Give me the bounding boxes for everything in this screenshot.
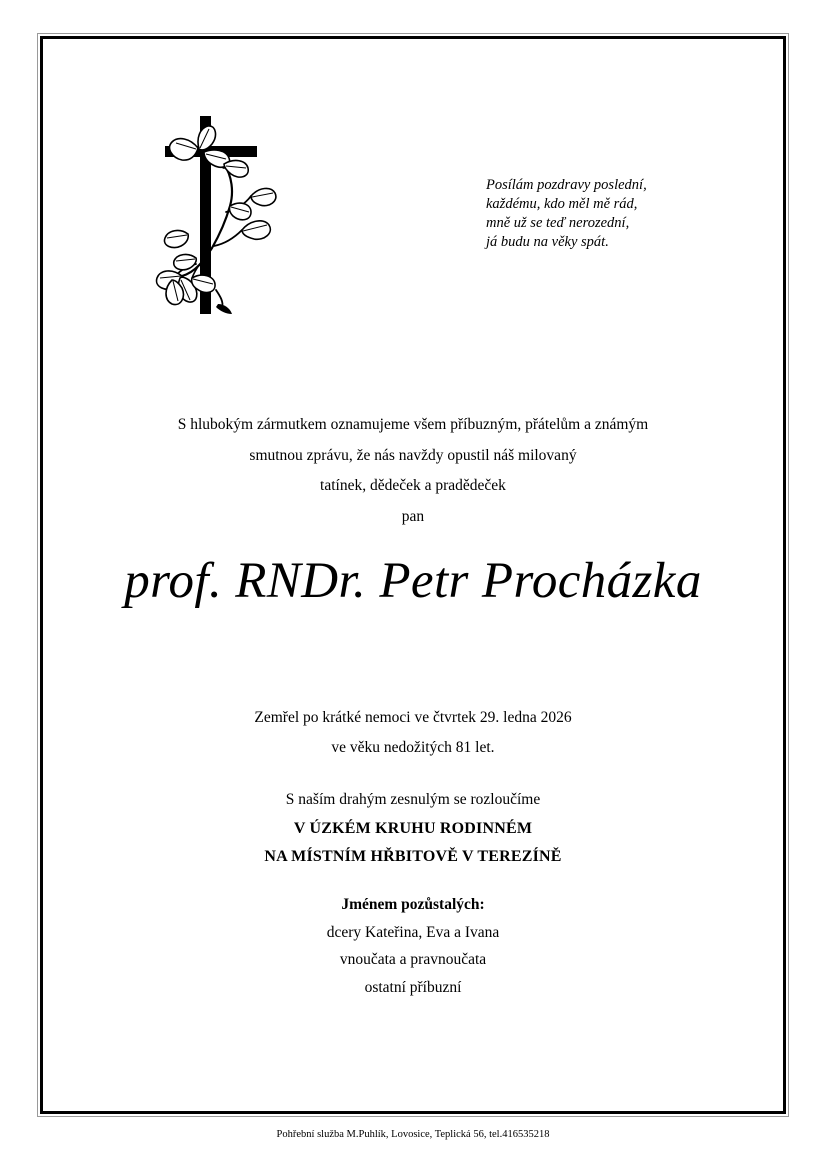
death-date-line: Zemřel po krátké nemoci ve čtvrtek 29. ledna 2026 — [254, 709, 572, 726]
announcement-text — [41, 410, 785, 532]
deceased-name-block — [41, 551, 785, 611]
announcement-line: S hlubokým zármutkem oznamujeme všem příbuzným, přátelům a známým — [177, 416, 649, 433]
farewell-place: NA MÍSTNÍM HŘBITOVĚ V TEREZÍNĚ — [264, 848, 562, 865]
cross-with-ivy-icon — [152, 108, 278, 322]
survivors-heading: Jménem pozůstalých: — [341, 896, 485, 913]
survivors-line: vnoučata a pravnoučata — [339, 951, 487, 968]
survivors-block — [41, 891, 785, 1001]
farewell-intro: S naším drahým zesnulým se rozloučíme — [285, 791, 541, 808]
announcement-line: smutnou zprávu, že nás navždy opustil náš milovaný — [249, 446, 577, 464]
funeral-service-footer: Pohřební služba M.Puhlík, Lovosice, Teplická 56, tel.416535218 — [276, 1129, 550, 1140]
announcement-line: tatínek, dědeček a pradědeček — [320, 477, 506, 494]
verse-line: každému, kdo měl mě rád, — [486, 196, 638, 212]
verse-line: já budu na věky spát. — [486, 234, 609, 250]
survivors-line: dcery Kateřina, Eva a Ivana — [326, 923, 500, 941]
farewell-block — [41, 786, 785, 872]
farewell-manner: V ÚZKÉM KRUHU RODINNÉM — [293, 819, 533, 837]
deceased-name: prof. RNDr. Petr Procházka — [124, 553, 702, 609]
memorial-verse — [486, 176, 786, 252]
death-details — [41, 703, 785, 763]
death-age-line: ve věku nedožitých 81 let. — [331, 739, 495, 756]
survivors-line: ostatní příbuzní — [364, 978, 462, 996]
verse-line: mně už se teď nerozední, — [486, 215, 630, 231]
announcement-honorific: pan — [401, 507, 425, 525]
verse-line: Posílám pozdravy poslední, — [486, 177, 647, 193]
